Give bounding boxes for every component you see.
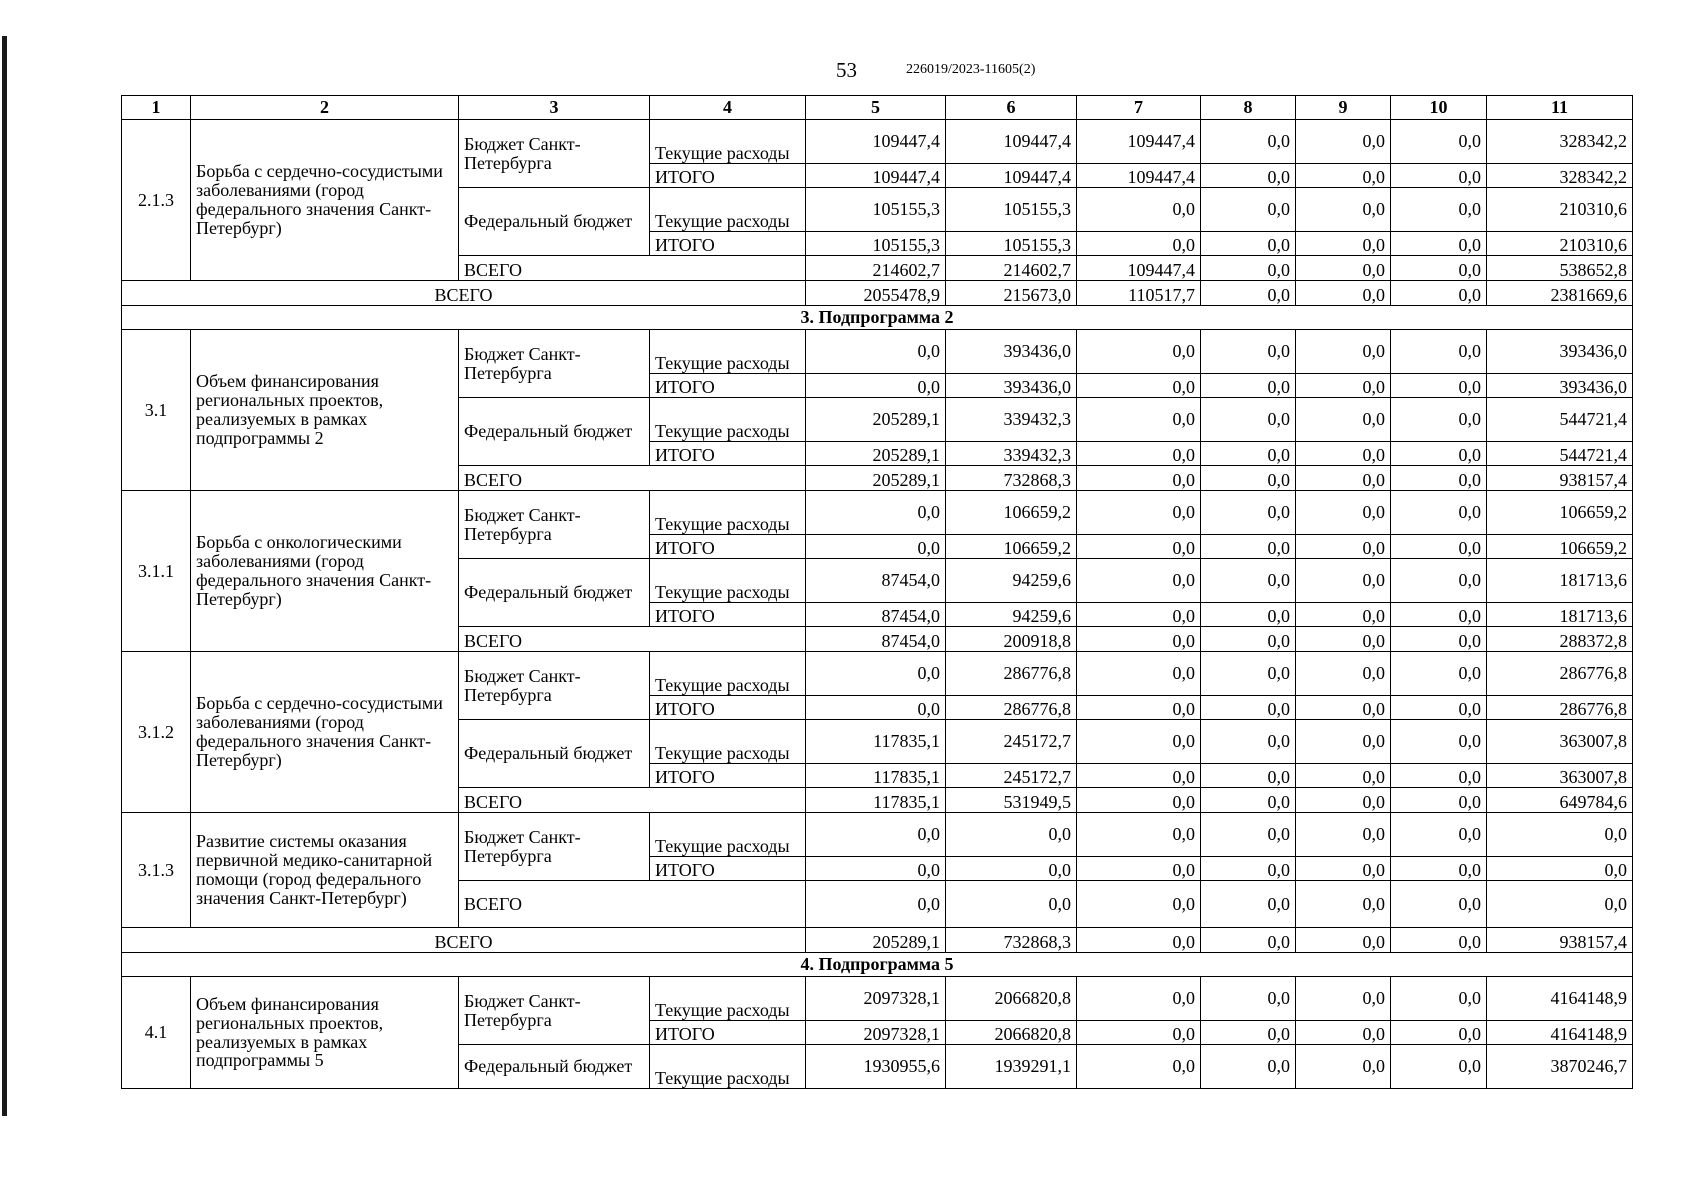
column-header-row xyxy=(122,96,1633,120)
value-cell: 0,0 xyxy=(1077,232,1201,256)
value-cell: 0,0 xyxy=(1296,559,1391,603)
value-cell: 0,0 xyxy=(806,813,946,857)
value-cell: 205289,1 xyxy=(806,398,946,442)
budget-source: Федеральный бюджет xyxy=(459,398,650,466)
financing-table xyxy=(121,95,1633,1089)
value-cell: 2097328,1 xyxy=(806,977,946,1021)
total-label: ВСЕГО xyxy=(459,256,806,281)
column-header: 10 xyxy=(1391,96,1487,120)
column-header: 1 xyxy=(122,96,191,120)
value-cell: 94259,6 xyxy=(946,559,1077,603)
value-cell: 0,0 xyxy=(1201,535,1296,559)
value-cell: 109447,4 xyxy=(1077,120,1201,164)
value-cell: 286776,8 xyxy=(946,652,1077,696)
value-cell: 200918,8 xyxy=(946,627,1077,652)
budget-source: Бюджет Санкт-Петербурга xyxy=(459,813,650,881)
expense-type: Текущие расходы xyxy=(650,977,806,1021)
value-cell: 732868,3 xyxy=(946,466,1077,491)
expense-type: ИТОГО xyxy=(650,1021,806,1045)
value-cell: 0,0 xyxy=(806,652,946,696)
value-cell: 0,0 xyxy=(1077,559,1201,603)
column-header: 4 xyxy=(650,96,806,120)
value-cell: 0,0 xyxy=(1201,491,1296,535)
value-cell: 0,0 xyxy=(1077,398,1201,442)
value-cell: 117835,1 xyxy=(806,764,946,788)
value-cell: 0,0 xyxy=(1391,813,1487,857)
value-cell: 0,0 xyxy=(1201,813,1296,857)
value-cell: 0,0 xyxy=(1296,164,1391,188)
value-cell: 105155,3 xyxy=(946,188,1077,232)
column-header: 2 xyxy=(191,96,459,120)
expense-type: Текущие расходы xyxy=(650,720,806,764)
table-row xyxy=(122,120,1633,164)
expense-type: ИТОГО xyxy=(650,696,806,720)
item-code: 4.1 xyxy=(122,977,191,1089)
value-cell: 0,0 xyxy=(1201,559,1296,603)
value-cell: 2381669,6 xyxy=(1487,281,1633,306)
value-cell: 2066820,8 xyxy=(946,1021,1077,1045)
value-cell: 0,0 xyxy=(1296,788,1391,813)
value-cell: 0,0 xyxy=(1296,466,1391,491)
total-label: ВСЕГО xyxy=(459,627,806,652)
value-cell: 363007,8 xyxy=(1487,764,1633,788)
value-cell: 0,0 xyxy=(1296,330,1391,374)
value-cell: 0,0 xyxy=(1077,330,1201,374)
item-code: 3.1.1 xyxy=(122,491,191,652)
value-cell: 544721,4 xyxy=(1487,442,1633,466)
value-cell: 0,0 xyxy=(1296,813,1391,857)
value-cell: 0,0 xyxy=(1077,1045,1201,1089)
value-cell: 649784,6 xyxy=(1487,788,1633,813)
value-cell: 0,0 xyxy=(1391,696,1487,720)
value-cell: 0,0 xyxy=(1391,788,1487,813)
expense-type: ИТОГО xyxy=(650,374,806,398)
value-cell: 0,0 xyxy=(1201,1021,1296,1045)
value-cell: 0,0 xyxy=(1201,188,1296,232)
value-cell: 0,0 xyxy=(1296,1045,1391,1089)
value-cell: 3870246,7 xyxy=(1487,1045,1633,1089)
value-cell: 105155,3 xyxy=(806,232,946,256)
expense-type: Текущие расходы xyxy=(650,813,806,857)
budget-source: Федеральный бюджет xyxy=(459,188,650,256)
budget-source: Бюджет Санкт-Петербурга xyxy=(459,652,650,720)
budget-source: Федеральный бюджет xyxy=(459,1045,650,1089)
expense-type: ИТОГО xyxy=(650,442,806,466)
value-cell: 339432,3 xyxy=(946,398,1077,442)
value-cell: 0,0 xyxy=(1391,535,1487,559)
value-cell: 286776,8 xyxy=(946,696,1077,720)
value-cell: 0,0 xyxy=(1296,881,1391,928)
item-code: 3.1 xyxy=(122,330,191,491)
item-code: 3.1.3 xyxy=(122,813,191,928)
value-cell: 0,0 xyxy=(1391,491,1487,535)
value-cell: 393436,0 xyxy=(946,330,1077,374)
budget-source: Бюджет Санкт-Петербурга xyxy=(459,977,650,1045)
value-cell: 0,0 xyxy=(1391,374,1487,398)
value-cell: 106659,2 xyxy=(1487,491,1633,535)
grand-total-row xyxy=(122,281,1633,306)
value-cell: 0,0 xyxy=(1296,1021,1391,1045)
value-cell: 0,0 xyxy=(1201,1045,1296,1089)
value-cell: 245172,7 xyxy=(946,764,1077,788)
expense-type: Текущие расходы xyxy=(650,652,806,696)
value-cell: 0,0 xyxy=(1296,374,1391,398)
value-cell: 0,0 xyxy=(1296,652,1391,696)
value-cell: 210310,6 xyxy=(1487,232,1633,256)
value-cell: 0,0 xyxy=(1391,857,1487,881)
value-cell: 0,0 xyxy=(1391,764,1487,788)
budget-source: Федеральный бюджет xyxy=(459,559,650,627)
value-cell: 0,0 xyxy=(1077,603,1201,627)
value-cell: 117835,1 xyxy=(806,720,946,764)
value-cell: 0,0 xyxy=(1201,232,1296,256)
value-cell: 0,0 xyxy=(1391,466,1487,491)
value-cell: 0,0 xyxy=(1296,120,1391,164)
value-cell: 0,0 xyxy=(1201,603,1296,627)
value-cell: 215673,0 xyxy=(946,281,1077,306)
value-cell: 0,0 xyxy=(1077,188,1201,232)
value-cell: 0,0 xyxy=(1077,696,1201,720)
value-cell: 214602,7 xyxy=(806,256,946,281)
value-cell: 538652,8 xyxy=(1487,256,1633,281)
value-cell: 0,0 xyxy=(1391,881,1487,928)
value-cell: 0,0 xyxy=(1391,330,1487,374)
value-cell: 0,0 xyxy=(1296,188,1391,232)
value-cell: 0,0 xyxy=(1296,442,1391,466)
value-cell: 0,0 xyxy=(1077,857,1201,881)
value-cell: 0,0 xyxy=(806,535,946,559)
value-cell: 393436,0 xyxy=(946,374,1077,398)
value-cell: 0,0 xyxy=(1201,466,1296,491)
total-label: ВСЕГО xyxy=(459,881,806,928)
value-cell: 106659,2 xyxy=(946,491,1077,535)
value-cell: 105155,3 xyxy=(806,188,946,232)
value-cell: 339432,3 xyxy=(946,442,1077,466)
item-name: Объем финансирования региональных проектов, реализуемых в рамках подпрограммы 2 xyxy=(191,330,459,491)
value-cell: 181713,6 xyxy=(1487,559,1633,603)
value-cell: 0,0 xyxy=(1077,813,1201,857)
value-cell: 2055478,9 xyxy=(806,281,946,306)
value-cell: 363007,8 xyxy=(1487,720,1633,764)
value-cell: 0,0 xyxy=(1391,603,1487,627)
item-code: 2.1.3 xyxy=(122,120,191,281)
item-name: Развитие системы оказания первичной медико-санитарной помощи (город федерального значения Санкт-Петербург) xyxy=(191,813,459,928)
value-cell: 328342,2 xyxy=(1487,164,1633,188)
value-cell: 109447,4 xyxy=(1077,164,1201,188)
value-cell: 0,0 xyxy=(1201,788,1296,813)
item-name: Борьба с сердечно-сосудистыми заболеваниями (город федерального значения Санкт-Петербург) xyxy=(191,652,459,813)
value-cell: 0,0 xyxy=(806,881,946,928)
value-cell: 0,0 xyxy=(1391,652,1487,696)
table-row xyxy=(122,491,1633,535)
value-cell: 0,0 xyxy=(1077,977,1201,1021)
value-cell: 0,0 xyxy=(1296,535,1391,559)
value-cell: 393436,0 xyxy=(1487,374,1633,398)
table-row xyxy=(122,652,1633,696)
expense-type: ИТОГО xyxy=(650,535,806,559)
column-header: 5 xyxy=(806,96,946,120)
expense-type: Текущие расходы xyxy=(650,330,806,374)
page-number: 53 xyxy=(836,58,857,82)
value-cell: 2097328,1 xyxy=(806,1021,946,1045)
expense-type: Текущие расходы xyxy=(650,398,806,442)
value-cell: 0,0 xyxy=(1201,120,1296,164)
section-title: 4. Подпрограмма 5 xyxy=(122,953,1633,977)
value-cell: 0,0 xyxy=(806,857,946,881)
value-cell: 0,0 xyxy=(1201,281,1296,306)
column-header: 3 xyxy=(459,96,650,120)
item-code: 3.1.2 xyxy=(122,652,191,813)
value-cell: 0,0 xyxy=(1391,1021,1487,1045)
value-cell: 0,0 xyxy=(1201,256,1296,281)
value-cell: 0,0 xyxy=(1391,164,1487,188)
value-cell: 0,0 xyxy=(1077,928,1201,953)
value-cell: 0,0 xyxy=(1077,535,1201,559)
value-cell: 0,0 xyxy=(1201,627,1296,652)
scan-left-edge xyxy=(2,36,7,1116)
value-cell: 0,0 xyxy=(1201,374,1296,398)
value-cell: 4164148,9 xyxy=(1487,977,1633,1021)
value-cell: 0,0 xyxy=(1077,1021,1201,1045)
expense-type: ИТОГО xyxy=(650,764,806,788)
value-cell: 214602,7 xyxy=(946,256,1077,281)
value-cell: 0,0 xyxy=(1201,696,1296,720)
table-row xyxy=(122,813,1633,857)
value-cell: 0,0 xyxy=(946,881,1077,928)
total-label: ВСЕГО xyxy=(459,466,806,491)
value-cell: 0,0 xyxy=(1296,857,1391,881)
value-cell: 210310,6 xyxy=(1487,188,1633,232)
value-cell: 286776,8 xyxy=(1487,652,1633,696)
value-cell: 0,0 xyxy=(1391,188,1487,232)
expense-type: ИТОГО xyxy=(650,603,806,627)
value-cell: 0,0 xyxy=(1391,977,1487,1021)
value-cell: 106659,2 xyxy=(946,535,1077,559)
value-cell: 0,0 xyxy=(1391,559,1487,603)
expense-type: Текущие расходы xyxy=(650,1045,806,1089)
value-cell: 205289,1 xyxy=(806,442,946,466)
value-cell: 938157,4 xyxy=(1487,466,1633,491)
value-cell: 393436,0 xyxy=(1487,330,1633,374)
value-cell: 87454,0 xyxy=(806,559,946,603)
registration-number: 226019/2023-11605(2) xyxy=(906,62,1036,77)
value-cell: 0,0 xyxy=(1201,398,1296,442)
value-cell: 0,0 xyxy=(1296,491,1391,535)
value-cell: 0,0 xyxy=(1077,466,1201,491)
value-cell: 0,0 xyxy=(1296,398,1391,442)
value-cell: 938157,4 xyxy=(1487,928,1633,953)
value-cell: 0,0 xyxy=(1391,720,1487,764)
expense-type: ИТОГО xyxy=(650,857,806,881)
value-cell: 0,0 xyxy=(1296,928,1391,953)
value-cell: 94259,6 xyxy=(946,603,1077,627)
expense-type: Текущие расходы xyxy=(650,491,806,535)
value-cell: 0,0 xyxy=(1391,120,1487,164)
value-cell: 109447,4 xyxy=(1077,256,1201,281)
value-cell: 0,0 xyxy=(806,374,946,398)
section-header-row xyxy=(122,953,1633,977)
column-header: 9 xyxy=(1296,96,1391,120)
expense-type: Текущие расходы xyxy=(650,120,806,164)
expense-type: ИТОГО xyxy=(650,232,806,256)
value-cell: 106659,2 xyxy=(1487,535,1633,559)
column-header: 6 xyxy=(946,96,1077,120)
value-cell: 0,0 xyxy=(1077,764,1201,788)
value-cell: 87454,0 xyxy=(806,603,946,627)
value-cell: 0,0 xyxy=(1296,764,1391,788)
value-cell: 0,0 xyxy=(1391,1045,1487,1089)
value-cell: 4164148,9 xyxy=(1487,1021,1633,1045)
value-cell: 0,0 xyxy=(806,491,946,535)
value-cell: 0,0 xyxy=(1201,764,1296,788)
value-cell: 0,0 xyxy=(1391,232,1487,256)
grand-total-label: ВСЕГО xyxy=(122,281,806,306)
value-cell: 0,0 xyxy=(1201,881,1296,928)
column-header: 8 xyxy=(1201,96,1296,120)
value-cell: 0,0 xyxy=(1296,696,1391,720)
value-cell: 109447,4 xyxy=(806,120,946,164)
value-cell: 0,0 xyxy=(1391,928,1487,953)
value-cell: 0,0 xyxy=(1391,627,1487,652)
value-cell: 0,0 xyxy=(1391,281,1487,306)
value-cell: 117835,1 xyxy=(806,788,946,813)
value-cell: 0,0 xyxy=(1077,652,1201,696)
item-name: Борьба с онкологическими заболеваниями (город федерального значения Санкт-Петербург) xyxy=(191,491,459,652)
value-cell: 0,0 xyxy=(1296,603,1391,627)
expense-type: Текущие расходы xyxy=(650,559,806,603)
value-cell: 109447,4 xyxy=(946,164,1077,188)
value-cell: 0,0 xyxy=(1487,881,1633,928)
value-cell: 1930955,6 xyxy=(806,1045,946,1089)
value-cell: 0,0 xyxy=(1201,330,1296,374)
value-cell: 0,0 xyxy=(1391,398,1487,442)
value-cell: 0,0 xyxy=(806,330,946,374)
value-cell: 0,0 xyxy=(1296,977,1391,1021)
section-title: 3. Подпрограмма 2 xyxy=(122,306,1633,330)
value-cell: 2066820,8 xyxy=(946,977,1077,1021)
value-cell: 0,0 xyxy=(1201,857,1296,881)
value-cell: 0,0 xyxy=(1487,813,1633,857)
grand-total-row xyxy=(122,928,1633,953)
grand-total-label: ВСЕГО xyxy=(122,928,806,953)
value-cell: 0,0 xyxy=(1391,442,1487,466)
value-cell: 0,0 xyxy=(1296,256,1391,281)
expense-type: Текущие расходы xyxy=(650,188,806,232)
table-row xyxy=(122,330,1633,374)
item-name: Борьба с сердечно-сосудистыми заболеваниями (город федерального значения Санкт-Петербург) xyxy=(191,120,459,281)
value-cell: 109447,4 xyxy=(946,120,1077,164)
value-cell: 286776,8 xyxy=(1487,696,1633,720)
value-cell: 0,0 xyxy=(1077,491,1201,535)
value-cell: 531949,5 xyxy=(946,788,1077,813)
value-cell: 205289,1 xyxy=(806,466,946,491)
value-cell: 0,0 xyxy=(1201,928,1296,953)
value-cell: 732868,3 xyxy=(946,928,1077,953)
section-header-row xyxy=(122,306,1633,330)
value-cell: 205289,1 xyxy=(806,928,946,953)
budget-source: Бюджет Санкт-Петербурга xyxy=(459,491,650,559)
value-cell: 0,0 xyxy=(1077,374,1201,398)
value-cell: 0,0 xyxy=(1201,977,1296,1021)
value-cell: 0,0 xyxy=(1391,256,1487,281)
value-cell: 0,0 xyxy=(1296,627,1391,652)
value-cell: 0,0 xyxy=(946,857,1077,881)
item-name: Объем финансирования региональных проектов, реализуемых в рамках подпрограммы 5 xyxy=(191,977,459,1089)
value-cell: 0,0 xyxy=(1201,652,1296,696)
value-cell: 544721,4 xyxy=(1487,398,1633,442)
value-cell: 0,0 xyxy=(1077,881,1201,928)
value-cell: 0,0 xyxy=(806,696,946,720)
column-header: 7 xyxy=(1077,96,1201,120)
value-cell: 0,0 xyxy=(1296,720,1391,764)
value-cell: 87454,0 xyxy=(806,627,946,652)
value-cell: 110517,7 xyxy=(1077,281,1201,306)
value-cell: 1939291,1 xyxy=(946,1045,1077,1089)
value-cell: 109447,4 xyxy=(806,164,946,188)
expense-type: ИТОГО xyxy=(650,164,806,188)
value-cell: 0,0 xyxy=(1201,442,1296,466)
value-cell: 328342,2 xyxy=(1487,120,1633,164)
budget-source: Бюджет Санкт-Петербурга xyxy=(459,120,650,188)
value-cell: 0,0 xyxy=(1487,857,1633,881)
value-cell: 0,0 xyxy=(1077,720,1201,764)
value-cell: 105155,3 xyxy=(946,232,1077,256)
value-cell: 0,0 xyxy=(1077,627,1201,652)
value-cell: 0,0 xyxy=(946,813,1077,857)
total-label: ВСЕГО xyxy=(459,788,806,813)
value-cell: 0,0 xyxy=(1201,164,1296,188)
value-cell: 0,0 xyxy=(1077,788,1201,813)
table-row xyxy=(122,977,1633,1021)
budget-source: Бюджет Санкт-Петербурга xyxy=(459,330,650,398)
value-cell: 245172,7 xyxy=(946,720,1077,764)
budget-source: Федеральный бюджет xyxy=(459,720,650,788)
value-cell: 0,0 xyxy=(1201,720,1296,764)
value-cell: 181713,6 xyxy=(1487,603,1633,627)
column-header: 11 xyxy=(1487,96,1633,120)
value-cell: 0,0 xyxy=(1296,281,1391,306)
value-cell: 288372,8 xyxy=(1487,627,1633,652)
value-cell: 0,0 xyxy=(1296,232,1391,256)
value-cell: 0,0 xyxy=(1077,442,1201,466)
